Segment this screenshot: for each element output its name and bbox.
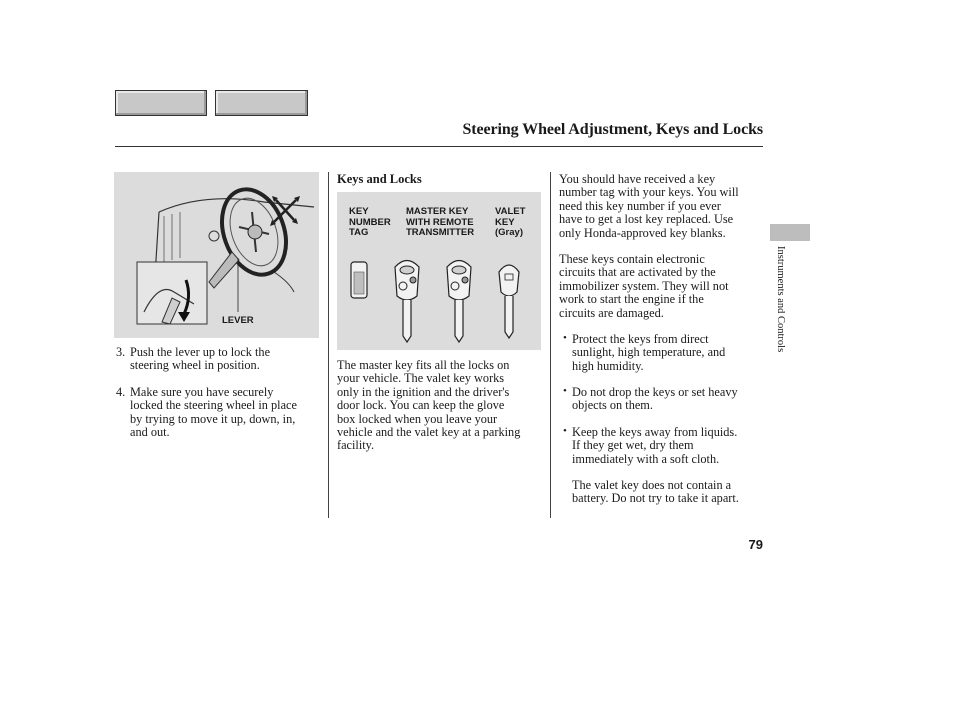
text-line: circuits that are activated by the: [559, 265, 716, 280]
steering-wheel-drawing: [114, 172, 319, 338]
page-number: 79: [748, 537, 763, 552]
nav-tab-button-2[interactable]: [215, 90, 308, 116]
step-4-line: by trying to move it up, down, in,: [130, 411, 296, 426]
text-line: your vehicle. The valet key works: [337, 371, 505, 386]
step-3-line: Push the lever up to lock the: [130, 345, 271, 359]
text-line: Protect the keys from direct: [572, 332, 709, 346]
title-rule: [115, 146, 763, 147]
text-line: only Honda-approved key blanks.: [559, 225, 726, 240]
step-4-line: locked the steering wheel in place: [130, 398, 297, 413]
bullet-icon: •: [563, 425, 567, 437]
step-4-text: [130, 386, 297, 440]
label-line: TAG: [349, 227, 369, 238]
text-line: Do not drop the keys or set heavy: [572, 385, 738, 399]
text-line: You should have received a key: [559, 172, 716, 186]
text-line: immediately with a soft cloth.: [572, 451, 720, 466]
master-key-paragraph: [337, 359, 547, 453]
bullet-item: [563, 333, 763, 375]
text-line: only in the ignition and the driver's: [337, 384, 510, 399]
text-line: sunlight, high temperature, and: [572, 345, 726, 360]
step-3-number: 3.: [116, 345, 126, 359]
text-line: need this key number if you ever: [559, 198, 721, 213]
bullet-text: [572, 426, 737, 466]
label-line: TRANSMITTER: [406, 227, 475, 238]
lever-label: LEVER: [222, 315, 254, 326]
key-number-tag-label: [349, 207, 391, 239]
valet-key-label: [495, 207, 525, 239]
column-divider-left: [328, 172, 329, 518]
text-line: immobilizer system. They will not: [559, 278, 729, 293]
keys-and-locks-heading: Keys and Locks: [337, 172, 422, 186]
text-line: The valet key does not contain a: [572, 478, 732, 492]
text-line: door lock. You can keep the glove: [337, 398, 505, 413]
section-label-text: Instruments and Controls: [775, 246, 786, 353]
bullet-icon: •: [563, 332, 567, 344]
bullet-icon: •: [563, 385, 567, 397]
section-label: [776, 246, 792, 386]
step-4-line: Make sure you have securely: [130, 385, 274, 399]
text-line: These keys contain electronic: [559, 252, 705, 266]
text-line: high humidity.: [572, 358, 644, 373]
text-line: The master key fits all the locks on: [337, 358, 510, 372]
text-line: circuits are damaged.: [559, 305, 664, 320]
section-tab[interactable]: [770, 224, 810, 241]
nav-tab-button-1[interactable]: [115, 90, 207, 116]
step-4-number: 4.: [116, 385, 126, 399]
immobilizer-paragraph: [559, 253, 764, 320]
label-line: (Gray): [495, 227, 523, 238]
label-line: KEY: [349, 206, 369, 217]
text-line: Keep the keys away from liquids.: [572, 425, 738, 439]
step-3: [116, 346, 321, 376]
step-3-text: [130, 346, 270, 373]
text-line: box locked when you leave your: [337, 411, 498, 426]
page-title: Steering Wheel Adjustment, Keys and Locks: [462, 121, 763, 138]
column-divider-right: [550, 172, 551, 518]
text-line: vehicle and the valet key at a parking: [337, 425, 521, 440]
text-line: facility.: [337, 438, 375, 453]
label-line: NUMBER: [349, 216, 391, 228]
bullet-item: [563, 426, 763, 468]
label-line: KEY: [495, 216, 515, 228]
master-key-label: [406, 207, 474, 239]
key-number-tag-paragraph: [559, 173, 764, 240]
text-line: battery. Do not try to take it apart.: [572, 491, 739, 506]
label-line: MASTER KEY: [406, 206, 469, 217]
step-4-line: and out.: [130, 425, 170, 440]
text-line: have to get a lost key replaced. Use: [559, 212, 734, 227]
text-line: objects on them.: [572, 398, 653, 413]
step-3-line: steering wheel in position.: [130, 358, 260, 373]
label-line: WITH REMOTE: [406, 216, 474, 228]
text-line: work to start the engine if the: [559, 292, 704, 307]
bullet-text: [572, 386, 738, 413]
steering-wheel-illustration: [114, 172, 319, 338]
bullet-text: [572, 333, 725, 373]
step-4: [116, 386, 321, 446]
text-line: number tag with your keys. You will: [559, 185, 739, 200]
text-line: If they get wet, dry them: [572, 438, 694, 453]
bullet-item: [563, 386, 763, 414]
valet-battery-note: [572, 479, 767, 506]
label-line: VALET: [495, 206, 526, 217]
